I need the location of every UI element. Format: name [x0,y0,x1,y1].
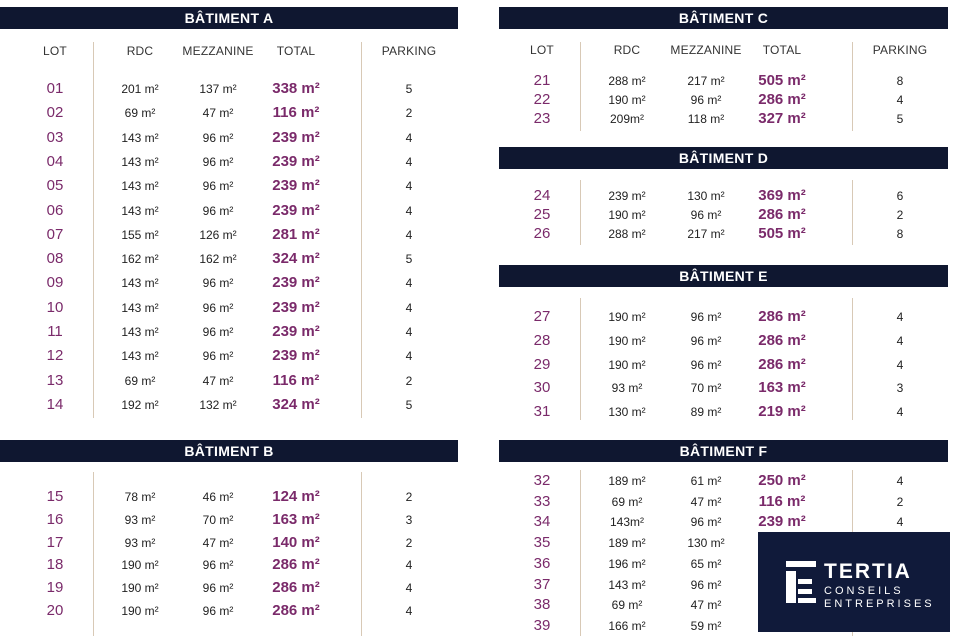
rdc-area: 143 m² [121,203,159,218]
divider-left [580,470,581,636]
lot-number: 19 [46,579,64,597]
parking-count: 5 [405,397,413,412]
mezzanine-area: 96 m² [690,577,722,592]
total-area: 286 m² [272,602,320,619]
parking-count: 4 [896,333,904,348]
lot-number: 11 [47,323,63,340]
lot-number: 25 [533,206,551,223]
divider-right [852,180,853,245]
total-area: 505 m² [758,225,806,242]
lot-number: 39 [533,616,551,634]
rdc-area: 190 m² [608,310,646,324]
total-area: 369 m² [758,187,806,204]
mezzanine-area: 130 m² [687,189,725,203]
parking-count: 4 [405,179,413,194]
mezzanine-area: 89 m² [690,405,722,420]
lot-number: 03 [46,128,64,146]
rdc-area: 190 m² [608,357,646,372]
parking-count: 4 [896,357,904,372]
total-area: 239 m² [272,323,320,340]
mezzanine-area: 96 m² [690,515,722,530]
building-header: BÂTIMENT E [499,265,948,287]
total-area: 116 m² [758,492,806,510]
parking-count: 4 [405,203,413,218]
column-header-mezzanine: MEZZANINE [182,44,254,58]
parking-count: 6 [896,189,904,203]
mezzanine-area: 96 m² [202,276,234,291]
building-header: BÂTIMENT B [0,440,458,462]
rdc-area: 190 m² [608,333,646,348]
mezzanine-area: 96 m² [690,208,722,222]
lot-number: 37 [533,575,551,593]
lot-number: 14 [46,395,64,413]
rdc-area: 288 m² [608,74,646,88]
parking-count: 4 [405,227,413,242]
lot-number: 12 [46,347,64,365]
lot-number: 24 [533,187,551,204]
parking-count: 5 [405,252,413,267]
divider-left [93,472,94,636]
total-area: 239 m² [272,152,320,170]
parking-count: 5 [896,112,904,126]
mezzanine-area: 70 m² [202,512,234,527]
lot-number: 30 [533,379,551,397]
parking-count: 4 [896,93,904,107]
parking-count: 3 [405,512,413,527]
mezzanine-area: 96 m² [202,203,234,218]
lot-number: 34 [533,513,551,531]
rdc-area: 143m² [609,515,644,530]
total-area: 286 m² [758,206,806,223]
rdc-area: 143 m² [121,154,159,169]
parking-count: 8 [896,74,904,88]
mezzanine-area: 132 m² [199,397,237,412]
rdc-area: 143 m² [608,577,646,592]
lot-number: 28 [533,331,551,349]
mezzanine-area: 217 m² [687,74,725,88]
mezzanine-area: 96 m² [202,325,234,339]
mezzanine-area: 61 m² [690,474,722,488]
lot-number: 27 [533,308,551,325]
total-area: 324 m² [272,250,320,268]
mezzanine-area: 96 m² [690,310,722,324]
mezzanine-area: 96 m² [690,93,722,107]
total-area: 324 m² [272,395,320,413]
parking-count: 2 [405,535,413,550]
mezzanine-area: 130 m² [687,536,725,551]
total-area: 163 m² [758,379,806,397]
lot-number: 15 [46,488,64,505]
lot-number: 38 [533,596,551,614]
building-header: BÂTIMENT F [499,440,948,462]
rdc-area: 190 m² [121,581,159,596]
rdc-area: 130 m² [608,405,646,420]
divider-left [580,298,581,420]
parking-count: 2 [896,494,904,509]
mezzanine-area: 70 m² [690,381,722,396]
rdc-area: 288 m² [608,227,646,241]
mezzanine-area: 96 m² [202,604,234,618]
rdc-area: 69 m² [611,598,643,613]
rdc-area: 189 m² [608,536,646,551]
column-header-parking: PARKING [872,43,928,57]
mezzanine-area: 65 m² [690,556,722,571]
divider-left [93,42,94,418]
divider-right [361,472,362,636]
total-area: 286 m² [272,579,320,597]
logo-line-2: ENTREPRISES [824,598,935,610]
total-area: 286 m² [758,308,806,325]
total-area: 286 m² [758,355,806,373]
parking-count: 4 [405,300,413,315]
mezzanine-area: 47 m² [202,373,234,388]
lot-number: 17 [46,533,64,551]
divider-left [580,42,581,131]
rdc-area: 190 m² [608,208,646,222]
mezzanine-area: 96 m² [690,333,722,348]
lot-number: 20 [46,602,64,619]
parking-count: 4 [405,349,413,364]
building-header: BÂTIMENT A [0,7,458,29]
mezzanine-area: 96 m² [202,581,234,596]
lot-number: 18 [46,556,64,574]
lot-number: 26 [533,225,551,242]
logo-line-1: CONSEILS [824,585,904,597]
mezzanine-area: 47 m² [202,535,234,550]
rdc-area: 143 m² [121,276,159,291]
mezzanine-area: 47 m² [690,494,722,509]
total-area: 327 m² [758,110,806,127]
lot-number: 08 [46,250,64,268]
parking-count: 2 [405,106,413,121]
lot-number: 13 [46,371,64,389]
rdc-area: 196 m² [608,556,646,571]
logo-name: TERTIA [824,560,912,583]
mezzanine-area: 126 m² [199,227,237,242]
rdc-area: 143 m² [121,349,159,364]
rdc-area: 143 m² [121,130,159,145]
lot-number: 06 [46,201,64,219]
rdc-area: 190 m² [121,558,159,573]
divider-right [852,42,853,131]
mezzanine-area: 47 m² [202,106,234,121]
rdc-area: 143 m² [121,179,159,194]
divider-right [361,42,362,418]
rdc-area: 190 m² [608,93,646,107]
lot-number: 29 [533,355,551,373]
mezzanine-area: 47 m² [690,598,722,613]
total-area: 239 m² [272,177,320,195]
column-header-total: TOTAL [762,43,802,57]
parking-count: 4 [896,310,904,324]
rdc-area: 209m² [609,112,644,126]
mezzanine-area: 96 m² [202,558,234,573]
column-header-total: TOTAL [276,44,316,58]
column-header-lot: LOT [530,43,554,57]
rdc-area: 78 m² [124,490,156,504]
lot-number: 05 [46,177,64,195]
lot-number: 10 [46,298,64,316]
divider-right [852,298,853,420]
column-header-rdc: RDC [613,43,641,57]
mezzanine-area: 96 m² [202,130,234,145]
lot-number: 33 [533,492,551,510]
total-area: 239 m² [272,347,320,365]
rdc-area: 93 m² [611,381,643,396]
lot-number: 01 [46,80,64,97]
total-area: 140 m² [272,533,320,551]
rdc-area: 239 m² [608,189,646,203]
parking-count: 3 [896,381,904,396]
lot-number: 21 [533,72,551,89]
parking-count: 4 [405,581,413,596]
rdc-area: 69 m² [611,494,643,509]
lot-number: 35 [533,534,551,552]
parking-count: 4 [405,154,413,169]
mezzanine-area: 96 m² [202,349,234,364]
total-area: 116 m² [272,371,320,389]
rdc-area: 190 m² [121,604,159,618]
rdc-area: 143 m² [121,300,159,315]
lot-number: 02 [46,104,64,122]
tertia-logo-icon [786,561,816,603]
mezzanine-area: 96 m² [690,357,722,372]
rdc-area: 69 m² [124,106,156,121]
parking-count: 4 [405,558,413,573]
total-area: 286 m² [758,331,806,349]
total-area: 116 m² [272,104,320,122]
mezzanine-area: 162 m² [199,252,237,267]
rdc-area: 201 m² [121,82,159,96]
lot-number: 07 [46,225,64,243]
parking-count: 4 [405,276,413,291]
rdc-area: 93 m² [124,535,156,550]
building-header: BÂTIMENT D [499,147,948,169]
lot-number: 36 [533,554,551,572]
parking-count: 2 [405,490,413,504]
lot-number: 04 [46,152,64,170]
parking-count: 5 [405,82,413,96]
lot-number: 32 [533,472,551,489]
total-area: 239 m² [758,513,806,531]
rdc-area: 69 m² [124,373,156,388]
rdc-area: 192 m² [121,397,159,412]
lot-number: 16 [46,510,64,528]
total-area: 239 m² [272,274,320,292]
column-header-parking: PARKING [381,44,437,58]
total-area: 124 m² [272,488,320,505]
parking-count: 4 [405,325,413,339]
rdc-area: 93 m² [124,512,156,527]
lot-number: 31 [533,403,551,421]
mezzanine-area: 46 m² [202,490,234,504]
column-header-mezzanine: MEZZANINE [670,43,742,57]
parking-count: 4 [896,515,904,530]
total-area: 338 m² [272,80,320,97]
total-area: 286 m² [272,556,320,574]
parking-count: 4 [896,405,904,420]
total-area: 239 m² [272,298,320,316]
parking-count: 4 [896,474,904,488]
mezzanine-area: 59 m² [690,618,722,633]
column-header-lot: LOT [43,44,67,58]
parking-count: 4 [405,130,413,145]
rdc-area: 143 m² [121,325,159,339]
lot-number: 22 [533,91,551,108]
lot-number: 23 [533,110,551,127]
lot-number: 09 [46,274,64,292]
rdc-area: 189 m² [608,474,646,488]
parking-count: 2 [896,208,904,222]
mezzanine-area: 96 m² [202,179,234,194]
mezzanine-area: 217 m² [687,227,725,241]
total-area: 286 m² [758,91,806,108]
mezzanine-area: 96 m² [202,154,234,169]
rdc-area: 155 m² [121,227,159,242]
total-area: 239 m² [272,128,320,146]
rdc-area: 166 m² [608,618,646,633]
column-header-rdc: RDC [126,44,154,58]
building-header: BÂTIMENT C [499,7,948,29]
total-area: 219 m² [758,403,806,421]
parking-count: 8 [896,227,904,241]
total-area: 239 m² [272,201,320,219]
total-area: 250 m² [758,472,806,489]
rdc-area: 162 m² [121,252,159,267]
total-area: 281 m² [272,225,320,243]
tertia-logo [758,532,950,632]
parking-count: 4 [405,604,413,618]
mezzanine-area: 137 m² [199,82,237,96]
divider-left [580,180,581,245]
total-area: 505 m² [758,72,806,89]
total-area: 163 m² [272,510,320,528]
parking-count: 2 [405,373,413,388]
mezzanine-area: 96 m² [202,300,234,315]
mezzanine-area: 118 m² [687,112,725,126]
